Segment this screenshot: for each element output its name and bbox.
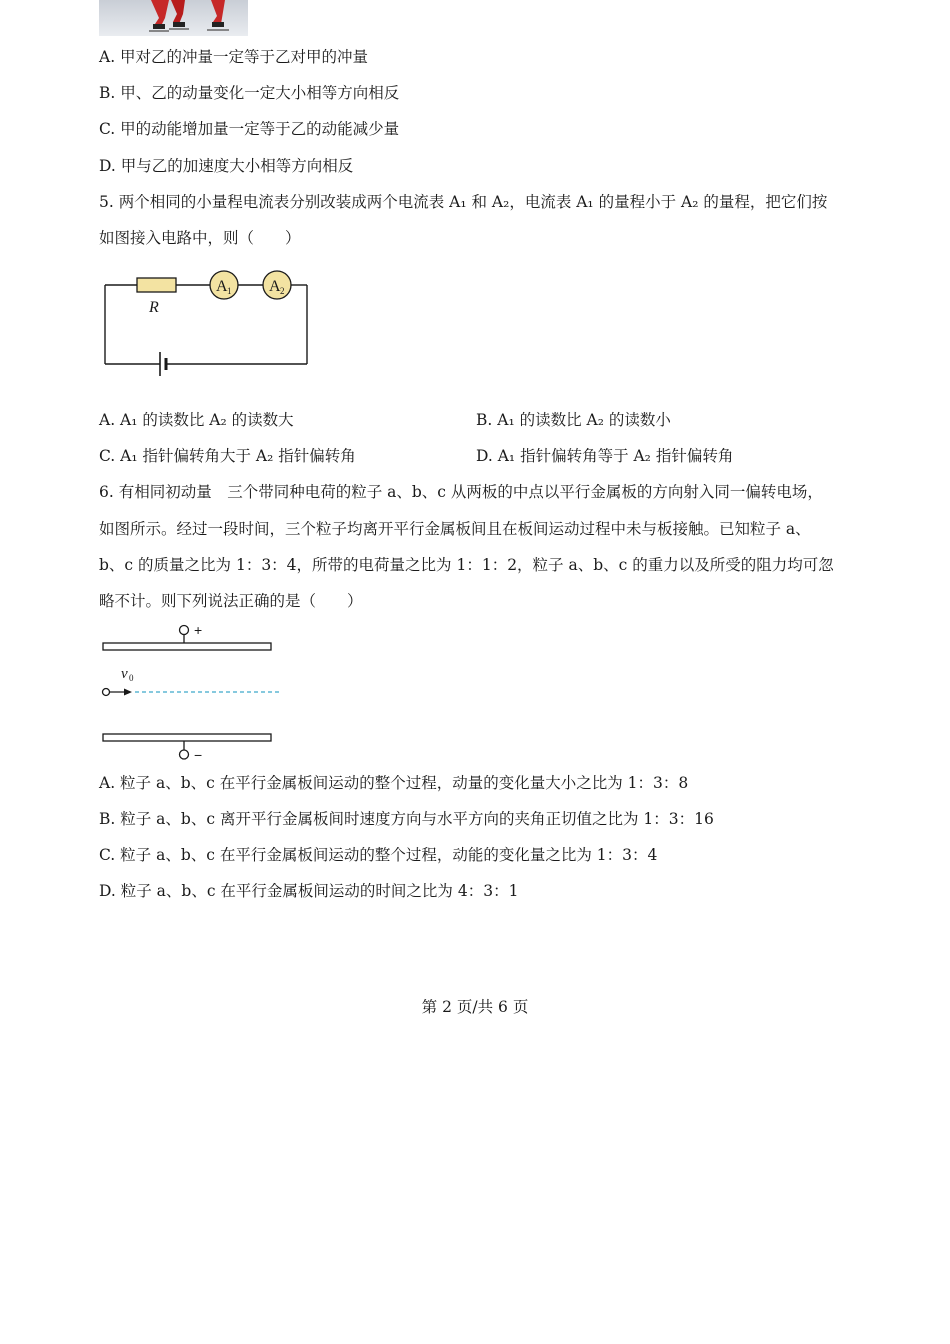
deflection-graphic — [99, 620, 289, 762]
velocity-letter: v — [121, 666, 128, 682]
q5-circuit-diagram — [99, 266, 314, 386]
circuit-graphic — [99, 266, 314, 382]
q4-option-b: B. 甲、乙的动量变化一定大小相等方向相反 — [99, 84, 400, 102]
q6-stem-line-1: 6. 有相同初动量 三个带同种电荷的粒子 a、b、c 从两板的中点以平行金属板的方向射入同一偏转电场， — [99, 483, 823, 501]
ammeter-a2-subscript: 2 — [280, 286, 285, 296]
q4-option-d: D. 甲与乙的加速度大小相等方向相反 — [99, 157, 354, 175]
q5-option-c: C. A₁ 指针偏转角大于 A₂ 指针偏转角 — [99, 447, 356, 465]
page-footer: 第 2 页/共 6 页 — [421, 998, 529, 1016]
velocity-arrowhead — [124, 689, 132, 696]
q6-stem-line-2: 如图所示。经过一段时间，三个粒子均离开平行金属板间且在板间运动过程中未与板接触。已知粒子 a、 — [99, 520, 811, 538]
skaters-photo-graphic — [99, 0, 248, 36]
q6-option-d: D. 粒子 a、b、c 在平行金属板间运动的时间之比为 4：3：1 — [99, 882, 519, 900]
q5-option-b: B. A₁ 的读数比 A₂ 的读数小 — [476, 411, 671, 429]
q6-option-a: A. 粒子 a、b、c 在平行金属板间运动的整个过程，动量的变化量大小之比为 1：3：8 — [99, 774, 689, 792]
q6-stem-line-4: 略不计。则下列说法正确的是（ ） — [99, 592, 363, 610]
bottom-plate — [103, 734, 271, 741]
q4-option-a: A. 甲对乙的冲量一定等于乙对甲的冲量 — [99, 48, 369, 66]
ammeter-a1-letter: A — [216, 278, 228, 295]
q6-deflection-field-diagram — [99, 620, 289, 766]
q6-stem-line-3: b、c 的质量之比为 1：3：4，所带的电荷量之比为 1：1：2，粒子 a、b、c 的重力以及所受的阻力均可忽 — [99, 556, 834, 574]
q5-stem-line-1: 5. 两个相同的小量程电流表分别改装成两个电流表 A₁ 和 A₂，电流表 A₁ 的量程小于 A₂ 的量程，把它们按 — [99, 193, 828, 211]
resistor — [137, 278, 176, 292]
bottom-terminal-sign: − — [194, 747, 203, 762]
top-terminal-sign: + — [194, 622, 203, 638]
particle-entry-point — [103, 689, 110, 696]
q5-stem-line-2: 如图接入电路中，则（ ） — [99, 229, 301, 247]
q6-option-c: C. 粒子 a、b、c 在平行金属板间运动的整个过程，动能的变化量之比为 1：3：4 — [99, 846, 658, 864]
q4-option-c: C. 甲的动能增加量一定等于乙的动能减少量 — [99, 120, 400, 138]
resistor-label: R — [149, 299, 159, 316]
q5-option-a: A. A₁ 的读数比 A₂ 的读数大 — [99, 411, 294, 429]
q6-option-b: B. 粒子 a、b、c 离开平行金属板间时速度方向与水平方向的夹角正切值之比为 1：3：16 — [99, 810, 714, 828]
q5-option-d: D. A₁ 指针偏转角等于 A₂ 指针偏转角 — [476, 447, 734, 465]
ammeter-a1-subscript: 1 — [227, 286, 232, 296]
velocity-subscript: 0 — [129, 673, 134, 683]
bottom-terminal — [180, 750, 189, 759]
ammeter-a2-letter: A — [269, 278, 281, 295]
skaters-photo — [99, 0, 248, 36]
top-plate — [103, 643, 271, 650]
top-terminal — [180, 626, 189, 635]
